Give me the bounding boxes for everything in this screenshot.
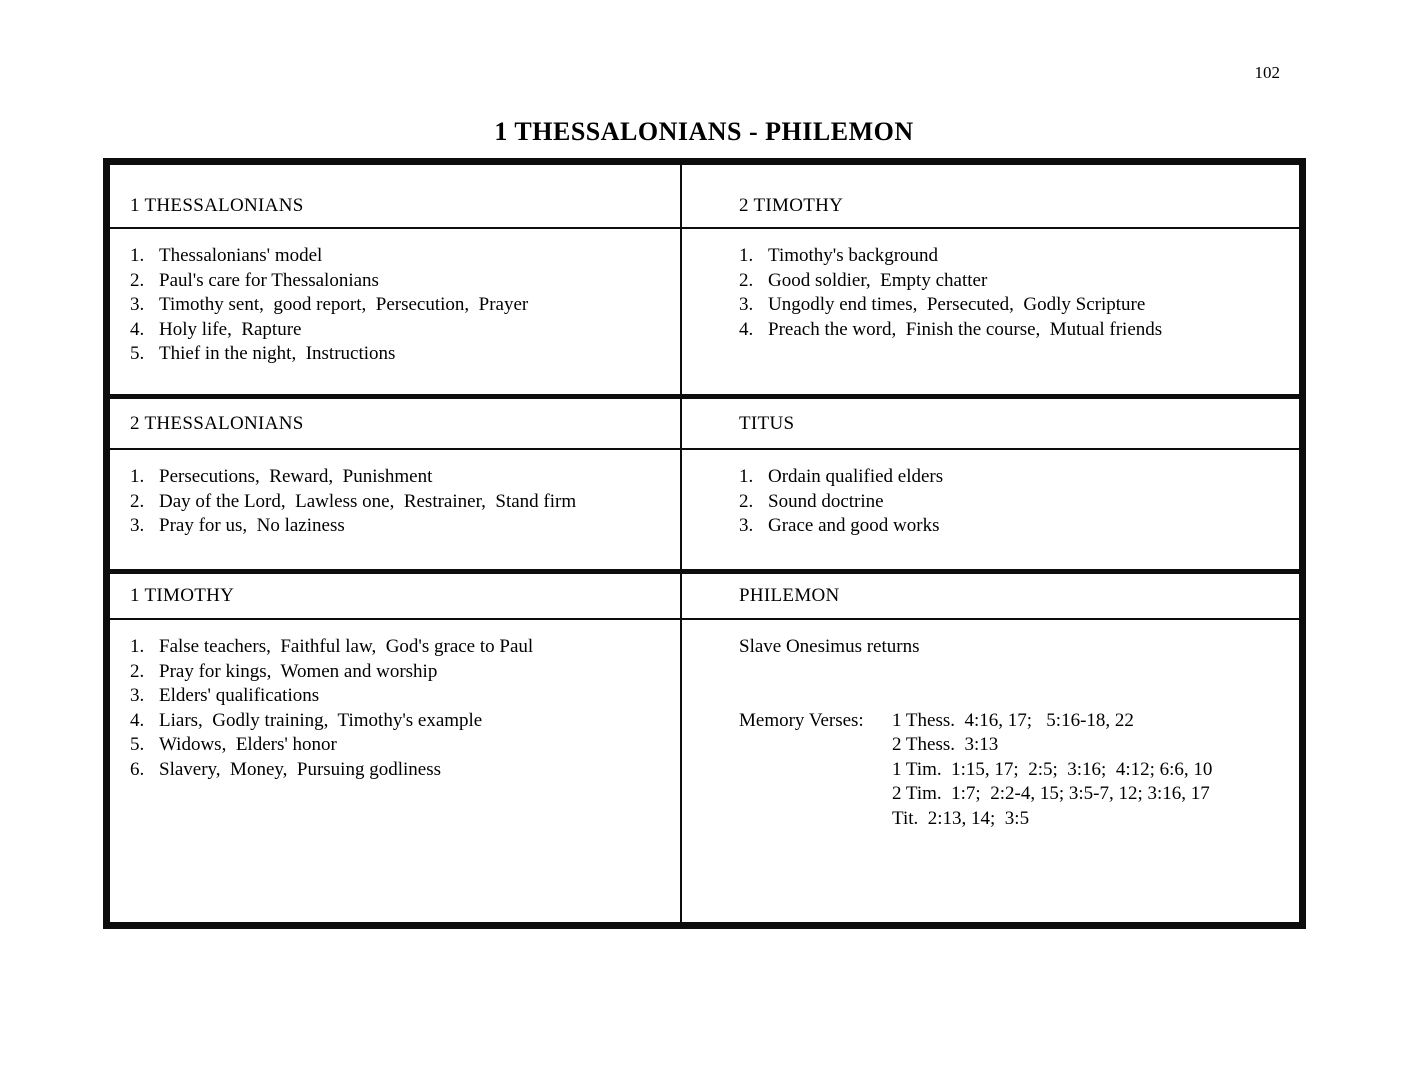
memory-verse-line: 2 Tim. 1:7; 2:2-4, 15; 3:5-7, 12; 3:16, 17 [892, 783, 1210, 804]
cell-header-1-timothy: 1 TIMOTHY [110, 574, 680, 618]
header-row-3 [110, 574, 1299, 620]
item-number: 5. [130, 343, 145, 364]
item-number: 4. [130, 318, 145, 340]
cell-1-thessalonians [110, 229, 680, 394]
page-number: 102 [1254, 63, 1280, 82]
item-number: 1. [130, 636, 145, 657]
list-item [130, 490, 666, 515]
memory-verse-line: 1 Thess. 4:16, 17; 5:16-18, 22 [892, 709, 1134, 731]
item-number: 3. [130, 294, 145, 315]
header-row-2 [110, 399, 1299, 450]
content-row-3 [110, 620, 1299, 922]
item-number: 3. [739, 294, 754, 315]
item-number: 1. [130, 466, 145, 487]
list-item [739, 318, 1285, 343]
list-item [130, 660, 666, 685]
item-text: Ordain qualified elders [768, 466, 944, 487]
memory-verses [739, 709, 1285, 832]
content-row-1 [110, 229, 1299, 399]
item-text: Holy life, Rapture [159, 318, 302, 340]
list-item [130, 758, 666, 783]
item-number: 3. [130, 515, 145, 536]
memory-verse-line: Tit. 2:13, 14; 3:5 [892, 807, 1030, 829]
cell-header-2-thessalonians: 2 THESSALONIANS [110, 399, 680, 448]
list-item [739, 269, 1285, 294]
cell-philemon [680, 620, 1299, 922]
item-number: 3. [130, 685, 145, 706]
list-item [739, 465, 1285, 490]
item-text: Liars, Godly training, Timothy's example [159, 709, 483, 731]
cell-2-timothy [680, 229, 1299, 394]
item-number: 4. [739, 318, 754, 340]
cell-header-titus: TITUS [680, 399, 1299, 448]
item-number: 2. [130, 269, 145, 291]
item-text: Timothy sent, good report, Persecution, Prayer [159, 294, 529, 315]
item-number: 5. [130, 734, 145, 755]
list-item [739, 490, 1285, 515]
memory-verses-lines [892, 709, 1285, 832]
list-item [739, 293, 1285, 318]
list-item [130, 269, 666, 294]
item-text: Pray for kings, Women and worship [159, 660, 438, 682]
list-item [739, 244, 1285, 269]
item-text: False teachers, Faithful law, God's grace to Paul [159, 636, 534, 657]
list-item [130, 465, 666, 490]
item-number: 2. [739, 269, 754, 291]
item-text: Thief in the night, Instructions [159, 343, 396, 364]
list-item [130, 244, 666, 269]
item-text: Persecutions, Reward, Punishment [159, 466, 433, 487]
item-number: 2. [130, 660, 145, 682]
item-text: Elders' qualifications [159, 685, 320, 706]
philemon-note: Slave Onesimus returns [739, 636, 920, 657]
list-item [130, 635, 666, 660]
cell-titus [680, 450, 1299, 569]
list-item [130, 318, 666, 343]
memory-verses-label: Memory Verses: [739, 709, 864, 731]
item-text: Day of the Lord, Lawless one, Restrainer, Stand firm [159, 490, 577, 512]
list-item [130, 293, 666, 318]
cell-header-1-thessalonians: 1 THESSALONIANS [110, 165, 680, 227]
item-number: 3. [739, 515, 754, 536]
item-text: Grace and good works [768, 515, 940, 536]
item-text: Paul's care for Thessalonians [159, 269, 379, 291]
item-text: Timothy's background [768, 245, 939, 266]
memory-verse-line: 2 Thess. 3:13 [892, 734, 999, 755]
item-number: 1. [739, 466, 754, 487]
item-text: Good soldier, Empty chatter [768, 269, 988, 291]
item-text: Sound doctrine [768, 490, 884, 512]
list-item [130, 342, 666, 367]
memory-verse-line: 1 Tim. 1:15, 17; 2:5; 3:16; 4:12; 6:6, 10 [892, 758, 1213, 780]
item-number: 4. [130, 709, 145, 731]
content-row-2 [110, 450, 1299, 574]
cell-header-2-timothy: 2 TIMOTHY [680, 165, 1299, 227]
item-text: Slavery, Money, Pursuing godliness [159, 758, 441, 780]
item-number: 1. [739, 245, 754, 266]
outline-table [103, 158, 1306, 929]
item-text: Widows, Elders' honor [159, 734, 337, 755]
page-title: 1 THESSALONIANS - PHILEMON [494, 117, 914, 146]
list-item [130, 733, 666, 758]
item-text: Thessalonians' model [159, 245, 323, 266]
list-item [130, 684, 666, 709]
item-number: 2. [130, 490, 145, 512]
item-number: 2. [739, 490, 754, 512]
list-item [130, 514, 666, 539]
item-number: 6. [130, 758, 145, 780]
cell-1-timothy [110, 620, 680, 922]
cell-2-thessalonians [110, 450, 680, 569]
list-item [739, 514, 1285, 539]
item-text: Ungodly end times, Persecuted, Godly Scripture [768, 294, 1146, 315]
item-number: 1. [130, 245, 145, 266]
item-text: Preach the word, Finish the course, Mutual friends [768, 318, 1163, 340]
item-text: Pray for us, No laziness [159, 515, 345, 536]
cell-header-philemon: PHILEMON [680, 574, 1299, 618]
list-item [130, 709, 666, 734]
header-row-1 [110, 165, 1299, 229]
